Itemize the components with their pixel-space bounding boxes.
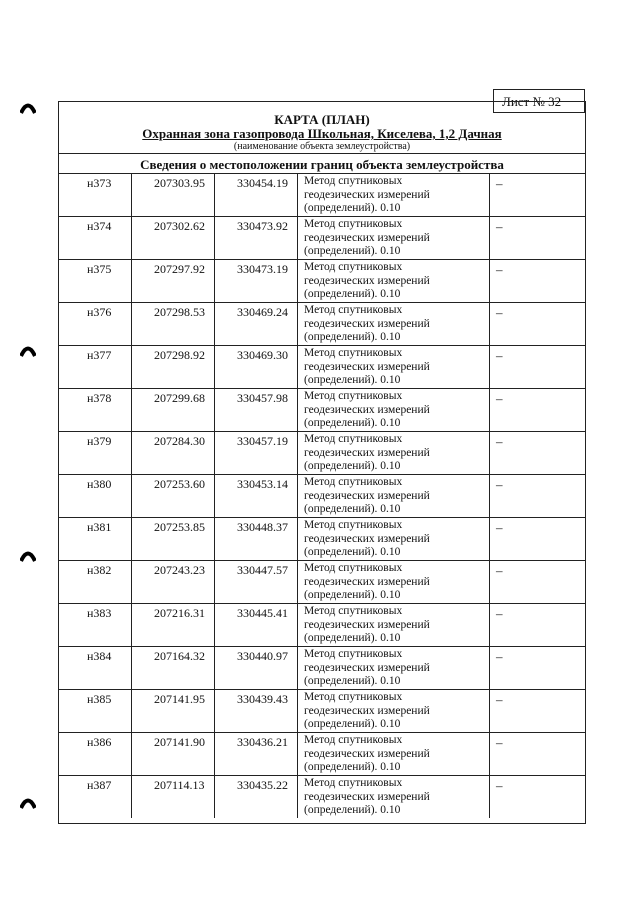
method-cell — [298, 733, 490, 775]
punch-hole-icon — [20, 343, 36, 357]
method-text — [304, 433, 430, 474]
method-text — [304, 218, 430, 259]
method-line: (определений). 0.10 — [304, 761, 401, 773]
method-line: (определений). 0.10 — [304, 804, 401, 816]
document-frame — [58, 101, 586, 824]
punch-hole-icon — [20, 548, 36, 562]
method-line: Метод спутниковых — [304, 519, 403, 531]
method-text — [304, 347, 430, 388]
table-row — [59, 646, 585, 689]
point-id: н382 — [87, 563, 112, 577]
x-cell — [132, 690, 215, 732]
method-line: Метод спутниковых — [304, 476, 403, 488]
method-text — [304, 175, 430, 216]
method-line: геодезических измерений — [304, 188, 430, 201]
table-row — [59, 259, 585, 302]
table-row — [59, 173, 585, 216]
method-cell — [298, 303, 490, 345]
method-line: Метод спутниковых — [304, 605, 403, 617]
note-cell — [490, 475, 585, 517]
y-cell — [215, 518, 298, 560]
point-id: н385 — [87, 692, 112, 706]
method-line: геодезических измерений — [304, 274, 430, 287]
coordinate-y: 330473.19 — [237, 262, 288, 276]
method-text — [304, 777, 430, 818]
method-cell — [298, 389, 490, 431]
method-line: геодезических измерений — [304, 747, 430, 760]
object-name-caption: (наименование объекта землеустройства) — [233, 141, 411, 152]
punch-hole-icon — [20, 795, 36, 809]
coordinate-x: 207299.68 — [154, 391, 205, 405]
method-line: (определений). 0.10 — [304, 632, 401, 644]
method-line: Метод спутниковых — [304, 347, 403, 359]
point-cell — [59, 518, 132, 560]
y-cell — [215, 475, 298, 517]
point-id: н374 — [87, 219, 112, 233]
y-cell — [215, 561, 298, 603]
method-line: геодезических измерений — [304, 317, 430, 330]
method-cell — [298, 217, 490, 259]
note-cell — [490, 389, 585, 431]
method-line: (определений). 0.10 — [304, 331, 401, 343]
divider — [59, 153, 585, 154]
note-dash: – — [496, 477, 503, 492]
method-line: геодезических измерений — [304, 661, 430, 674]
y-cell — [215, 260, 298, 302]
method-line: геодезических измерений — [304, 790, 430, 803]
point-cell — [59, 389, 132, 431]
method-cell — [298, 518, 490, 560]
method-text — [304, 304, 430, 345]
y-cell — [215, 776, 298, 818]
point-id: н380 — [87, 477, 112, 491]
coordinate-y: 330436.21 — [237, 735, 288, 749]
coordinate-x: 207298.92 — [154, 348, 205, 362]
point-cell — [59, 604, 132, 646]
coordinate-y: 330439.43 — [237, 692, 288, 706]
method-text — [304, 390, 430, 431]
method-line: геодезических измерений — [304, 575, 430, 588]
coordinate-y: 330448.37 — [237, 520, 288, 534]
note-dash: – — [496, 391, 503, 406]
x-cell — [132, 475, 215, 517]
method-text — [304, 734, 430, 775]
method-line: Метод спутниковых — [304, 734, 403, 746]
note-dash: – — [496, 262, 503, 277]
x-cell — [132, 217, 215, 259]
y-cell — [215, 389, 298, 431]
method-text — [304, 605, 430, 646]
coordinate-x: 207216.31 — [154, 606, 205, 620]
coordinate-y: 330447.57 — [237, 563, 288, 577]
coordinate-y: 330454.19 — [237, 176, 288, 190]
note-dash: – — [496, 649, 503, 664]
coordinate-y: 330457.19 — [237, 434, 288, 448]
coordinate-y: 330473.92 — [237, 219, 288, 233]
y-cell — [215, 174, 298, 216]
method-line: Метод спутниковых — [304, 777, 403, 789]
method-cell — [298, 475, 490, 517]
point-id: н384 — [87, 649, 112, 663]
point-cell — [59, 432, 132, 474]
y-cell — [215, 733, 298, 775]
coordinate-x: 207164.32 — [154, 649, 205, 663]
method-text — [304, 648, 430, 689]
method-line: (определений). 0.10 — [304, 546, 401, 558]
method-line: Метод спутниковых — [304, 175, 403, 187]
method-line: (определений). 0.10 — [304, 589, 401, 601]
x-cell — [132, 776, 215, 818]
coordinate-x: 207243.23 — [154, 563, 205, 577]
table-row — [59, 216, 585, 259]
point-cell — [59, 346, 132, 388]
method-line: геодезических измерений — [304, 489, 430, 502]
note-dash: – — [496, 348, 503, 363]
table-row — [59, 560, 585, 603]
x-cell — [132, 303, 215, 345]
y-cell — [215, 432, 298, 474]
method-cell — [298, 776, 490, 818]
point-cell — [59, 260, 132, 302]
x-cell — [132, 733, 215, 775]
method-line: Метод спутниковых — [304, 691, 403, 703]
method-cell — [298, 260, 490, 302]
method-text — [304, 691, 430, 732]
method-cell — [298, 647, 490, 689]
method-cell — [298, 346, 490, 388]
method-line: (определений). 0.10 — [304, 245, 401, 257]
x-cell — [132, 432, 215, 474]
method-line: (определений). 0.10 — [304, 460, 401, 472]
note-dash: – — [496, 305, 503, 320]
method-cell — [298, 432, 490, 474]
note-dash: – — [496, 176, 503, 191]
table-row — [59, 603, 585, 646]
method-line: геодезических измерений — [304, 618, 430, 631]
y-cell — [215, 690, 298, 732]
method-line: (определений). 0.10 — [304, 374, 401, 386]
table-row — [59, 517, 585, 560]
method-line: геодезических измерений — [304, 360, 430, 373]
note-cell — [490, 561, 585, 603]
x-cell — [132, 389, 215, 431]
coordinate-x: 207303.95 — [154, 176, 205, 190]
method-line: Метод спутниковых — [304, 218, 403, 230]
note-dash: – — [496, 520, 503, 535]
x-cell — [132, 604, 215, 646]
x-cell — [132, 174, 215, 216]
method-cell — [298, 604, 490, 646]
note-cell — [490, 776, 585, 818]
note-cell — [490, 346, 585, 388]
coordinate-y: 330457.98 — [237, 391, 288, 405]
note-dash: – — [496, 606, 503, 621]
coordinate-x: 207253.60 — [154, 477, 205, 491]
method-line: геодезических измерений — [304, 446, 430, 459]
coordinate-x: 207298.53 — [154, 305, 205, 319]
object-name: Охранная зона газопровода Школьная, Киселева, 1,2 Дачная — [142, 126, 502, 141]
coordinate-x: 207114.13 — [154, 778, 205, 792]
point-id: н377 — [87, 348, 112, 362]
point-id: н375 — [87, 262, 112, 276]
point-cell — [59, 217, 132, 259]
document-title: КАРТА (ПЛАН) — [274, 112, 370, 127]
y-cell — [215, 303, 298, 345]
method-line: (определений). 0.10 — [304, 288, 401, 300]
coordinate-y: 330469.24 — [237, 305, 288, 319]
point-cell — [59, 561, 132, 603]
method-line: (определений). 0.10 — [304, 503, 401, 515]
point-cell — [59, 733, 132, 775]
note-cell — [490, 303, 585, 345]
note-dash: – — [496, 778, 503, 793]
method-line: (определений). 0.10 — [304, 718, 401, 730]
note-cell — [490, 260, 585, 302]
method-line: Метод спутниковых — [304, 562, 403, 574]
table-row — [59, 474, 585, 517]
point-id: н387 — [87, 778, 112, 792]
method-line: Метод спутниковых — [304, 304, 403, 316]
x-cell — [132, 647, 215, 689]
point-id: н379 — [87, 434, 112, 448]
table-row — [59, 775, 585, 818]
point-id: н383 — [87, 606, 112, 620]
coordinate-y: 330453.14 — [237, 477, 288, 491]
method-line: геодезических измерений — [304, 532, 430, 545]
note-cell — [490, 733, 585, 775]
note-cell — [490, 217, 585, 259]
table-row — [59, 431, 585, 474]
coordinate-x: 207297.92 — [154, 262, 205, 276]
note-dash: – — [496, 434, 503, 449]
point-cell — [59, 475, 132, 517]
point-cell — [59, 174, 132, 216]
sheet-number-label: Лист № 32 — [502, 94, 562, 109]
coordinate-y: 330440.97 — [237, 649, 288, 663]
method-text — [304, 562, 430, 603]
x-cell — [132, 561, 215, 603]
method-cell — [298, 690, 490, 732]
coordinate-y: 330435.22 — [237, 778, 288, 792]
y-cell — [215, 647, 298, 689]
point-id: н376 — [87, 305, 112, 319]
coordinate-x: 207302.62 — [154, 219, 205, 233]
method-text — [304, 476, 430, 517]
table-row — [59, 388, 585, 431]
point-id: н386 — [87, 735, 112, 749]
coordinates-table — [59, 173, 585, 818]
coordinate-y: 330445.41 — [237, 606, 288, 620]
x-cell — [132, 260, 215, 302]
method-line: (определений). 0.10 — [304, 675, 401, 687]
note-dash: – — [496, 735, 503, 750]
table-row — [59, 302, 585, 345]
point-cell — [59, 647, 132, 689]
point-id: н381 — [87, 520, 112, 534]
point-cell — [59, 690, 132, 732]
method-line: (определений). 0.10 — [304, 417, 401, 429]
y-cell — [215, 217, 298, 259]
coordinate-x: 207141.90 — [154, 735, 205, 749]
method-line: Метод спутниковых — [304, 261, 403, 273]
x-cell — [132, 518, 215, 560]
method-line: Метод спутниковых — [304, 390, 403, 402]
note-cell — [490, 518, 585, 560]
method-line: (определений). 0.10 — [304, 202, 401, 214]
method-line: геодезических измерений — [304, 704, 430, 717]
table-row — [59, 689, 585, 732]
table-row — [59, 345, 585, 388]
method-cell — [298, 561, 490, 603]
punch-hole-icon — [20, 100, 36, 114]
note-dash: – — [496, 563, 503, 578]
note-cell — [490, 174, 585, 216]
method-line: геодезических измерений — [304, 231, 430, 244]
method-line: геодезических измерений — [304, 403, 430, 416]
y-cell — [215, 604, 298, 646]
section-title: Сведения о местоположении границ объекта землеустройства — [140, 157, 504, 172]
note-cell — [490, 647, 585, 689]
coordinate-x: 207284.30 — [154, 434, 205, 448]
coordinate-x: 207253.85 — [154, 520, 205, 534]
note-cell — [490, 604, 585, 646]
table-row — [59, 732, 585, 775]
note-cell — [490, 432, 585, 474]
method-text — [304, 519, 430, 560]
coordinate-y: 330469.30 — [237, 348, 288, 362]
coordinate-x: 207141.95 — [154, 692, 205, 706]
note-dash: – — [496, 692, 503, 707]
point-cell — [59, 776, 132, 818]
method-text — [304, 261, 430, 302]
point-id: н373 — [87, 176, 112, 190]
method-cell — [298, 174, 490, 216]
x-cell — [132, 346, 215, 388]
method-line: Метод спутниковых — [304, 648, 403, 660]
note-dash: – — [496, 219, 503, 234]
y-cell — [215, 346, 298, 388]
point-id: н378 — [87, 391, 112, 405]
method-line: Метод спутниковых — [304, 433, 403, 445]
point-cell — [59, 303, 132, 345]
note-cell — [490, 690, 585, 732]
